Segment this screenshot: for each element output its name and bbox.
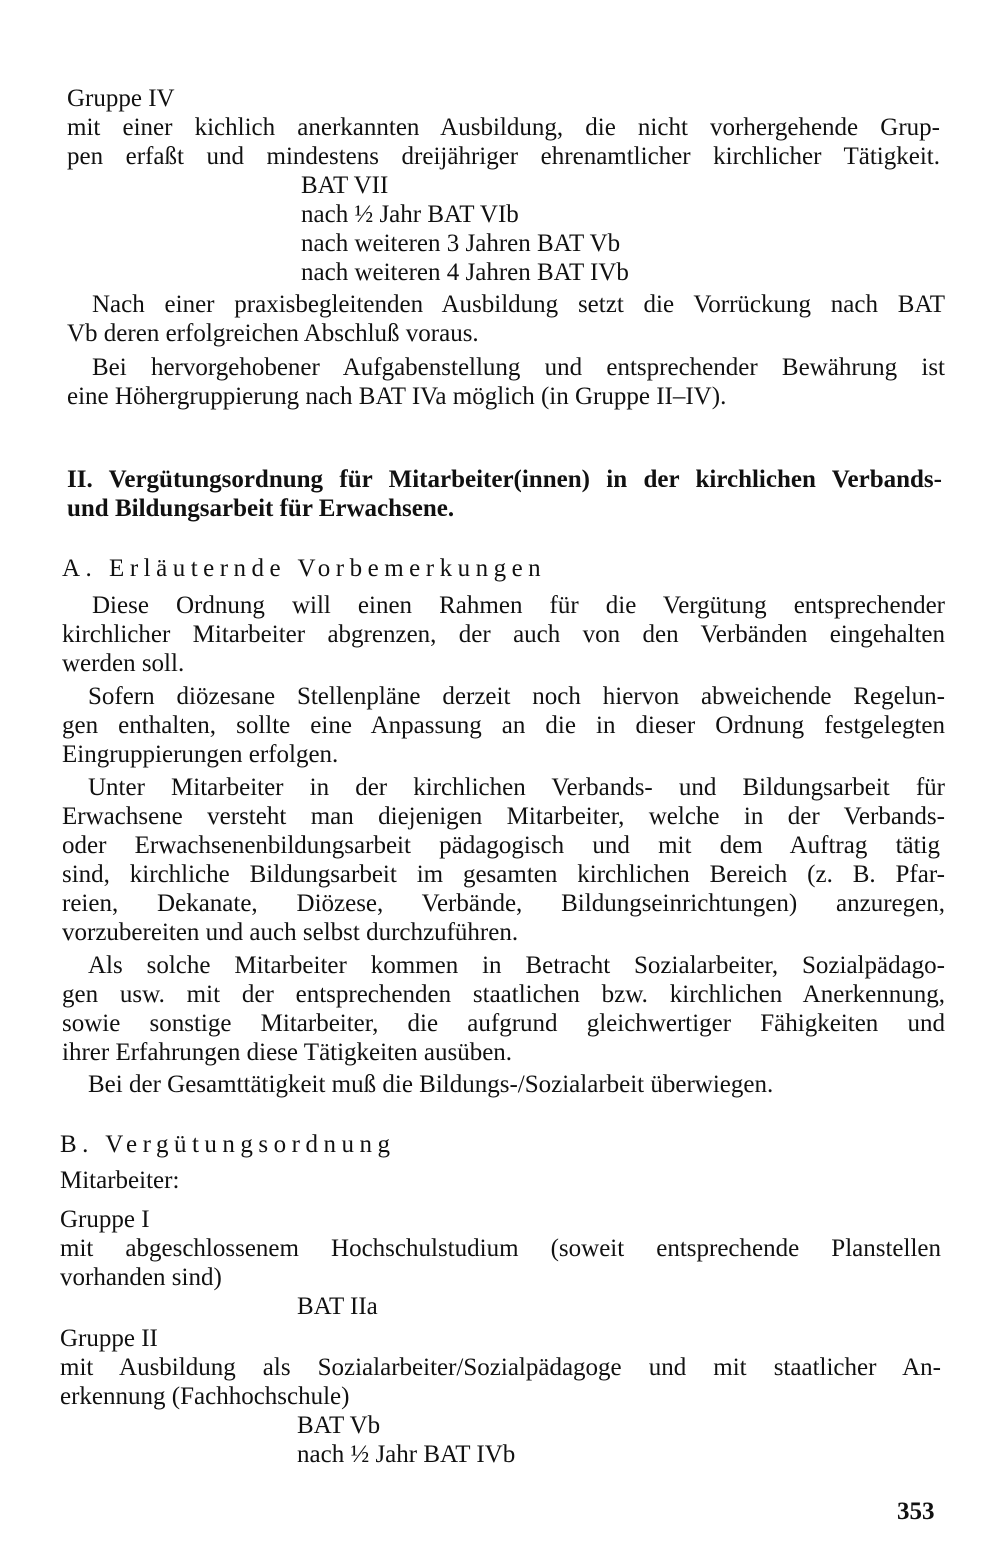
text-line-12: II. Vergütungsordnung für Mitarbeiter(innen) in der kirchlichen Verbands- (67, 466, 942, 493)
text-line-16: kirchlicher Mitarbeiter abgrenzen, der auch von den Verbänden eingehalten (62, 621, 945, 648)
text-line-19: gen enthalten, sollte eine Anpassung an die in dieser Ordnung festgelegten (62, 712, 945, 739)
text-line-2: mit einer kichlich anerkannten Ausbildung, die nicht vorhergehende Grup- (67, 114, 940, 141)
text-line-14: A. Erläuternde Vorbemerkungen (62, 555, 547, 582)
text-line-40: erkennung (Fachhochschule) (60, 1383, 350, 1410)
text-line-35: mit abgeschlossenem Hochschulstudium (soweit entsprechende Planstellen (60, 1235, 941, 1262)
text-line-24: sind, kirchliche Bildungsarbeit im gesamten kirchlichen Bereich (z. B. Pfar- (62, 861, 945, 888)
text-line-21: Unter Mitarbeiter in der kirchlichen Verbands- und Bildungsarbeit für (88, 774, 945, 801)
text-line-42: nach ½ Jahr BAT IVb (297, 1441, 516, 1468)
text-line-10: Bei hervorgehobener Aufgabenstellung und entsprechender Bewährung ist (92, 354, 945, 381)
text-line-36: vorhanden sind) (60, 1264, 222, 1291)
page-number: 353 (897, 1498, 935, 1525)
text-line-32: B. Vergütungsordnung (60, 1131, 396, 1158)
text-line-8: Nach einer praxisbegleitenden Ausbildung setzt die Vorrückung nach BAT (92, 291, 945, 318)
text-line-31: Bei der Gesamttätigkeit muß die Bildungs-/Sozialarbeit überwiegen. (88, 1071, 774, 1098)
text-line-5: nach ½ Jahr BAT VIb (301, 201, 519, 228)
text-line-20: Eingruppierungen erfolgen. (62, 741, 339, 768)
text-line-29: sowie sonstige Mitarbeiter, die aufgrund gleichwertiger Fähigkeiten und (62, 1010, 945, 1037)
text-line-30: ihrer Erfahrungen diese Tätigkeiten ausüben. (62, 1039, 513, 1066)
text-line-3: pen erfaßt und mindestens dreijähriger ehrenamtlicher kirchlicher Tätigkeit. (67, 143, 940, 170)
text-line-38: Gruppe II (60, 1325, 158, 1352)
text-line-9: Vb deren erfolgreichen Abschluß voraus. (67, 320, 479, 347)
text-line-33: Mitarbeiter: (60, 1167, 180, 1194)
text-line-34: Gruppe I (60, 1206, 150, 1233)
text-line-15: Diese Ordnung will einen Rahmen für die Vergütung entsprechender (92, 592, 945, 619)
text-line-22: Erwachsene versteht man diejenigen Mitarbeiter, welche in der Verbands- (62, 803, 945, 830)
text-line-26: vorzubereiten und auch selbst durchzuführen. (62, 919, 519, 946)
text-line-7: nach weiteren 4 Jahren BAT IVb (301, 259, 629, 286)
text-line-11: eine Höhergruppierung nach BAT IVa möglich (in Gruppe II–IV). (67, 383, 727, 410)
text-line-39: mit Ausbildung als Sozialarbeiter/Sozialpädagoge und mit staatlicher An- (60, 1354, 941, 1381)
text-line-6: nach weiteren 3 Jahren BAT Vb (301, 230, 621, 257)
text-line-18: Sofern diözesane Stellenpläne derzeit noch hiervon abweichende Regelun- (88, 683, 945, 710)
text-line-25: reien, Dekanate, Diözese, Verbände, Bildungseinrichtungen) anzuregen, (62, 890, 945, 917)
text-line-17: werden soll. (62, 650, 185, 677)
text-line-27: Als solche Mitarbeiter kommen in Betracht Sozialarbeiter, Sozialpädago- (88, 952, 945, 979)
text-line-23: oder Erwachsenenbildungsarbeit pädagogisch und mit dem Auftrag tätig (62, 832, 940, 859)
text-line-41: BAT Vb (297, 1412, 381, 1439)
text-line-4: BAT VII (301, 172, 389, 199)
text-line-28: gen usw. mit der entsprechenden staatlichen bzw. kirchlichen Anerkennung, (62, 981, 945, 1008)
text-line-1: Gruppe IV (67, 85, 175, 112)
text-line-13: und Bildungsarbeit für Erwachsene. (67, 495, 455, 522)
text-line-37: BAT IIa (297, 1293, 378, 1320)
